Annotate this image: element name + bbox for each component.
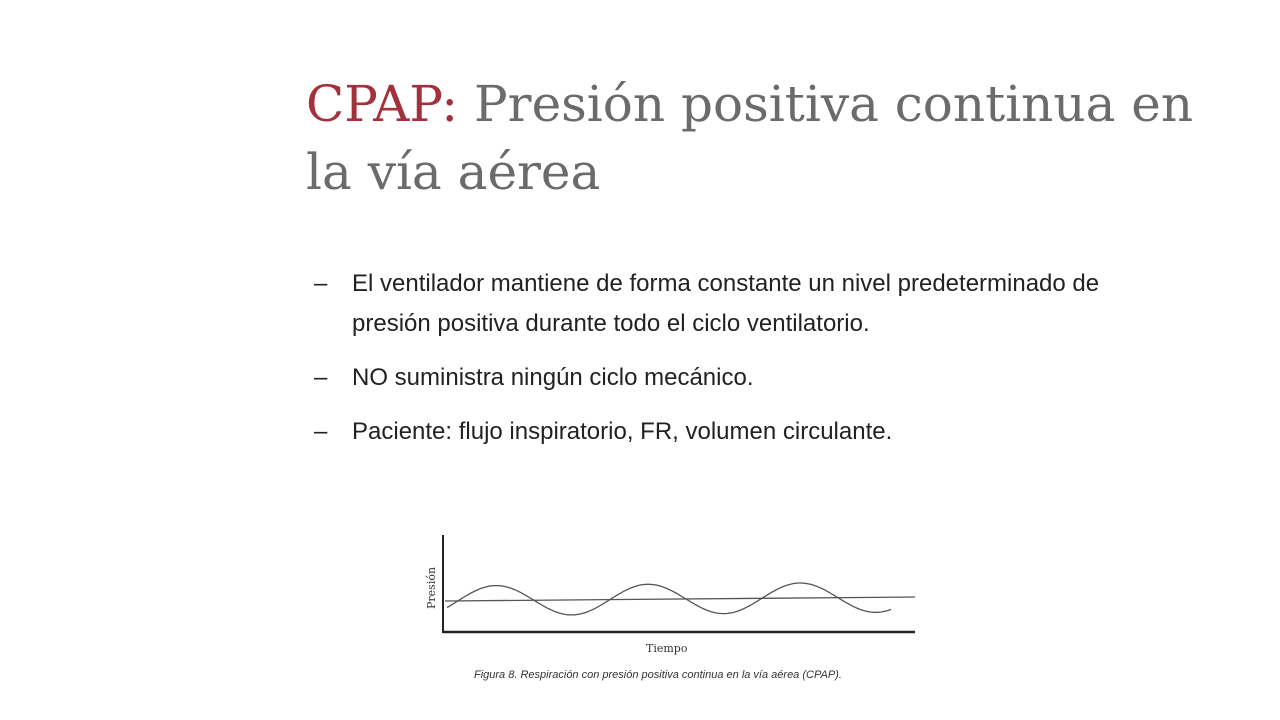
- title-rest: Presión positiva continua en la vía aérea: [306, 75, 1194, 201]
- bullet-text: Paciente: flujo inspiratorio, FR, volumen circulante.: [352, 418, 893, 445]
- bullet-dash: –: [314, 418, 328, 445]
- bullet-item: [314, 264, 1134, 344]
- bullet-dash: –: [314, 270, 328, 297]
- slide-title: [306, 70, 1246, 206]
- figure-caption: Figura 8. Respiración con presión positiva continua en la vía aérea (CPAP).: [474, 669, 842, 681]
- bullet-dash: –: [314, 364, 328, 391]
- x-axis-label: Tiempo: [646, 642, 688, 655]
- bullet-item: [314, 412, 1134, 452]
- bullet-text: El ventilador mantiene de forma constante un nivel predeterminado de presión positiva durante todo el ciclo ventilatorio.: [352, 270, 1100, 337]
- bullet-text: NO suministra ningún ciclo mecánico.: [352, 364, 754, 391]
- bullet-list: [314, 264, 1134, 466]
- bullet-item: [314, 358, 1134, 398]
- title-accent: CPAP:: [306, 75, 459, 133]
- y-axis-label: Presión: [425, 566, 438, 609]
- baseline-pressure-line: [445, 597, 915, 601]
